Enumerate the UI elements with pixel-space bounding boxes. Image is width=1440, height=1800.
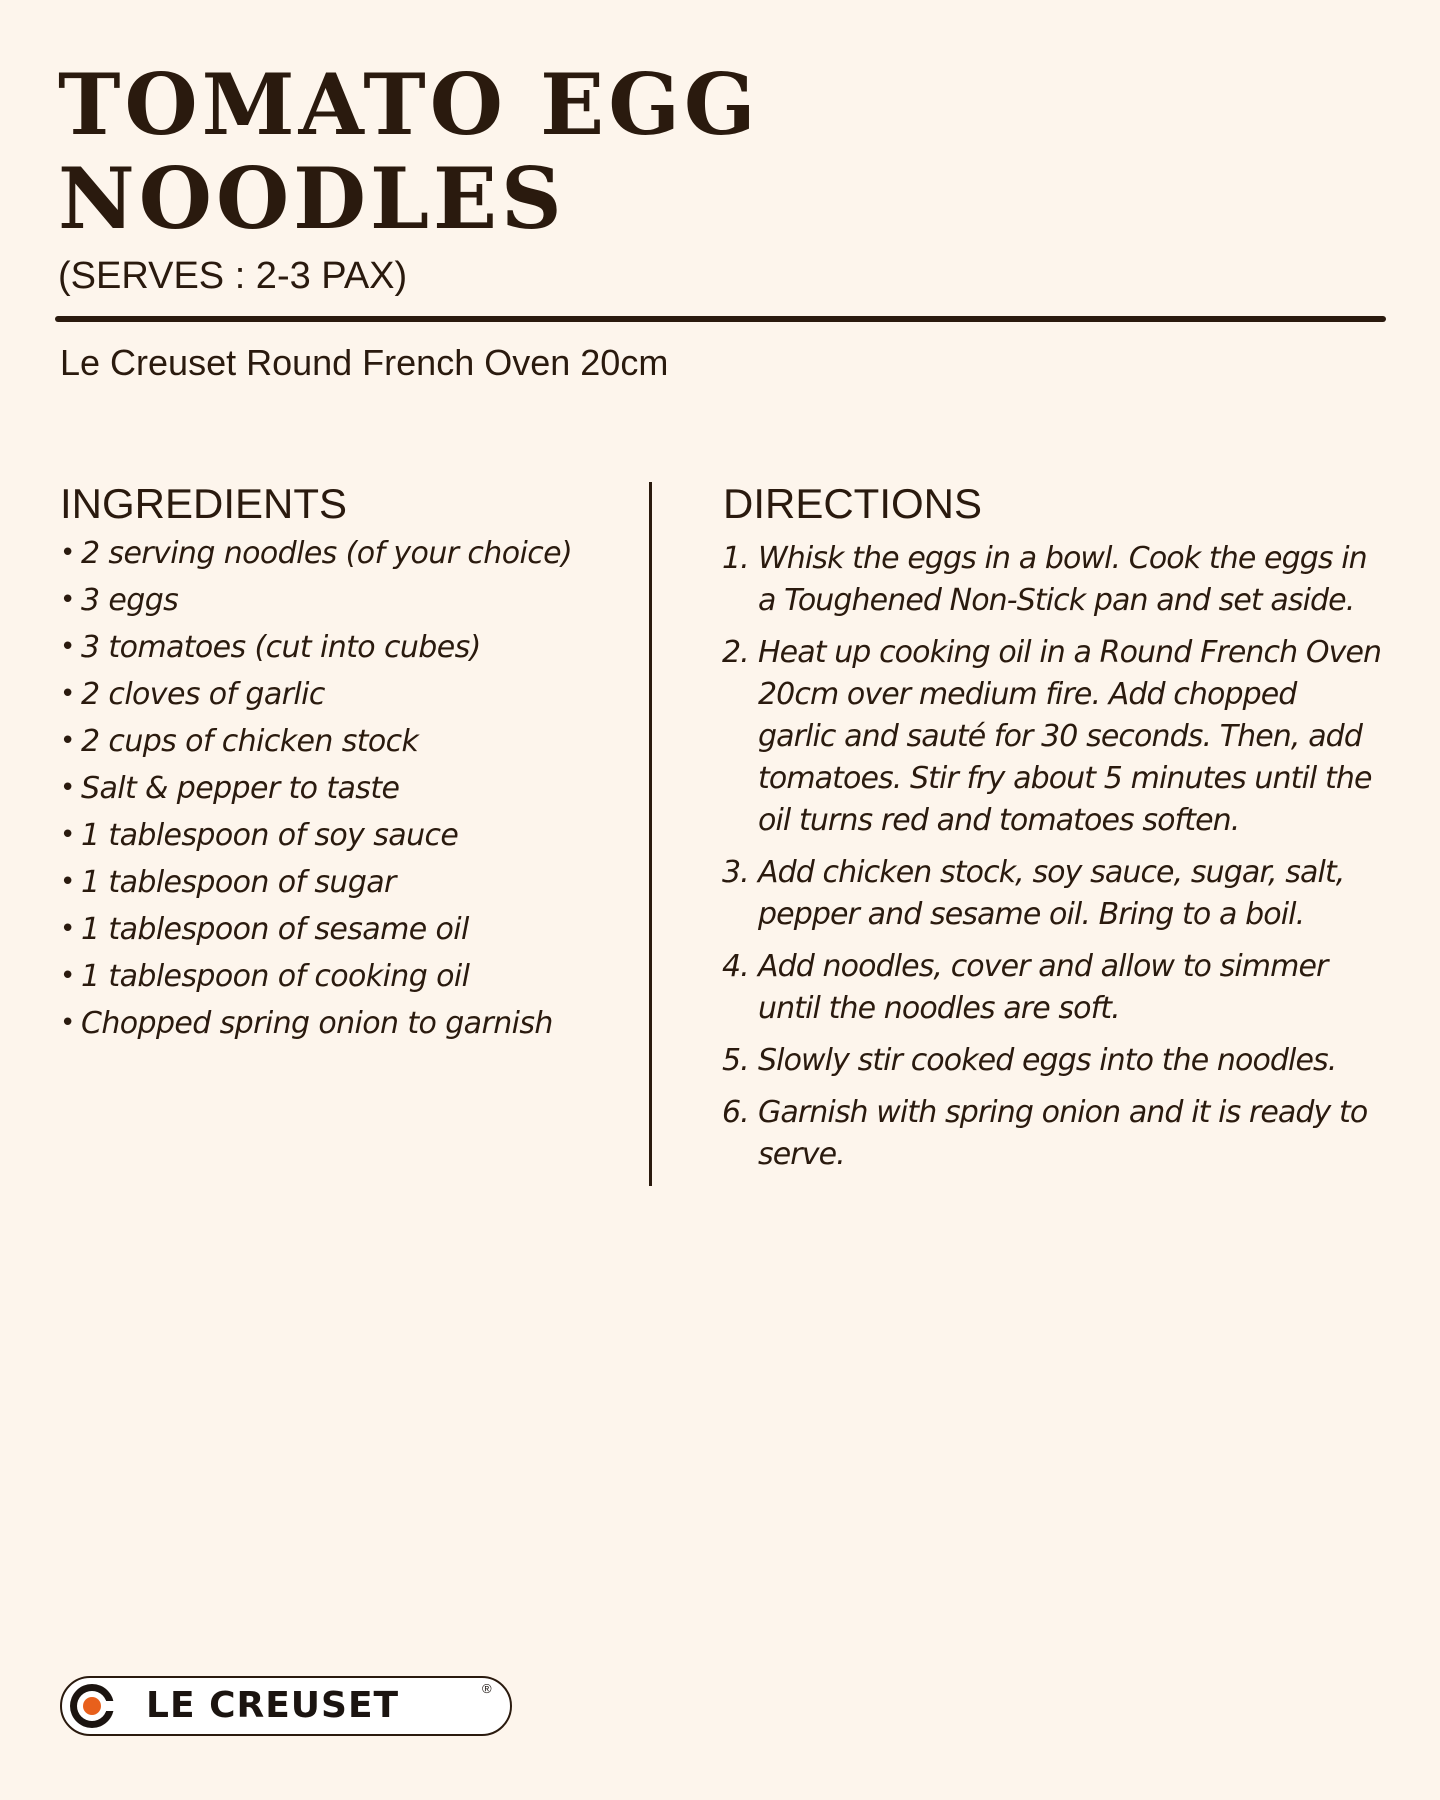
bullet-icon: • [60, 679, 75, 709]
step-number: 3. [722, 855, 749, 890]
direction-step [722, 852, 1382, 936]
step-text: Add chicken stock, soy sauce, sugar, salt, pepper and sesame oil. Bring to a boil. [758, 855, 1345, 932]
ingredient-item: • 2 cloves of garlic [58, 671, 638, 718]
bullet-icon: • [60, 1008, 75, 1038]
direction-step [722, 538, 1382, 622]
bullet-icon: • [60, 867, 75, 897]
direction-step [722, 1092, 1382, 1176]
directions-heading: DIRECTIONS [723, 480, 983, 527]
ingredient-item: • Salt & pepper to taste [58, 765, 638, 812]
step-text: Whisk the eggs in a bowl. Cook the eggs in a Toughened Non-Stick pan and set aside. [758, 541, 1367, 618]
step-text: Garnish with spring onion and it is ready to serve. [758, 1095, 1368, 1172]
ingredient-item: • Chopped spring onion to garnish [58, 1000, 638, 1047]
step-number: 1. [722, 541, 749, 576]
cookware-product: Le Creuset Round French Oven 20cm [60, 342, 669, 383]
ingredients-list [58, 530, 638, 1047]
direction-step [722, 632, 1382, 842]
brand-logo [60, 1676, 512, 1736]
ingredient-item: • 1 tablespoon of sugar [58, 859, 638, 906]
bullet-icon: • [60, 538, 75, 568]
ingredient-item: • 1 tablespoon of sesame oil [58, 906, 638, 953]
step-text: Slowly stir cooked eggs into the noodles. [758, 1043, 1337, 1078]
bullet-icon: • [60, 632, 75, 662]
ingredient-item: • 3 tomatoes (cut into cubes) [58, 624, 638, 671]
step-number: 5. [722, 1043, 749, 1078]
step-text: Heat up cooking oil in a Round French Oven 20cm over medium fire. Add chopped garlic and sauté for 30 seconds. Then, add tomatoes. Stir fry about 5 minutes until the oil turns red and tomatoes soften. [758, 635, 1382, 838]
step-number: 4. [722, 949, 749, 984]
direction-step [722, 946, 1382, 1030]
bullet-icon: • [60, 820, 75, 850]
directions-list [722, 538, 1382, 1186]
bullet-icon: • [60, 585, 75, 615]
recipe-title-line-1: TOMATO EGG [58, 55, 760, 154]
brand-name: LE CREUSET [146, 1685, 400, 1726]
title-divider [55, 316, 1386, 322]
bullet-icon: • [60, 726, 75, 756]
ingredient-item: • 2 cups of chicken stock [58, 718, 638, 765]
recipe-title [58, 55, 958, 248]
direction-step [722, 1040, 1382, 1082]
ingredient-item: • 1 tablespoon of soy sauce [58, 812, 638, 859]
registered-mark: ® [482, 1681, 492, 1696]
serves-label: (SERVES : 2-3 PAX) [58, 255, 408, 297]
ingredient-item: • 1 tablespoon of cooking oil [58, 953, 638, 1000]
column-divider [649, 482, 652, 1186]
bullet-icon: • [60, 773, 75, 803]
le-creuset-ring-logo-icon [70, 1684, 114, 1728]
bullet-icon: • [60, 914, 75, 944]
recipe-title-line-2: NOODLES [58, 149, 566, 248]
ingredients-heading: INGREDIENTS [60, 480, 348, 527]
step-text: Add noodles, cover and allow to simmer until the noodles are soft. [758, 949, 1328, 1026]
bullet-icon: • [60, 961, 75, 991]
ingredient-item: • 3 eggs [58, 577, 638, 624]
step-number: 6. [722, 1095, 749, 1130]
step-number: 2. [722, 635, 749, 670]
ingredient-item: • 2 serving noodles (of your choice) [58, 530, 638, 577]
